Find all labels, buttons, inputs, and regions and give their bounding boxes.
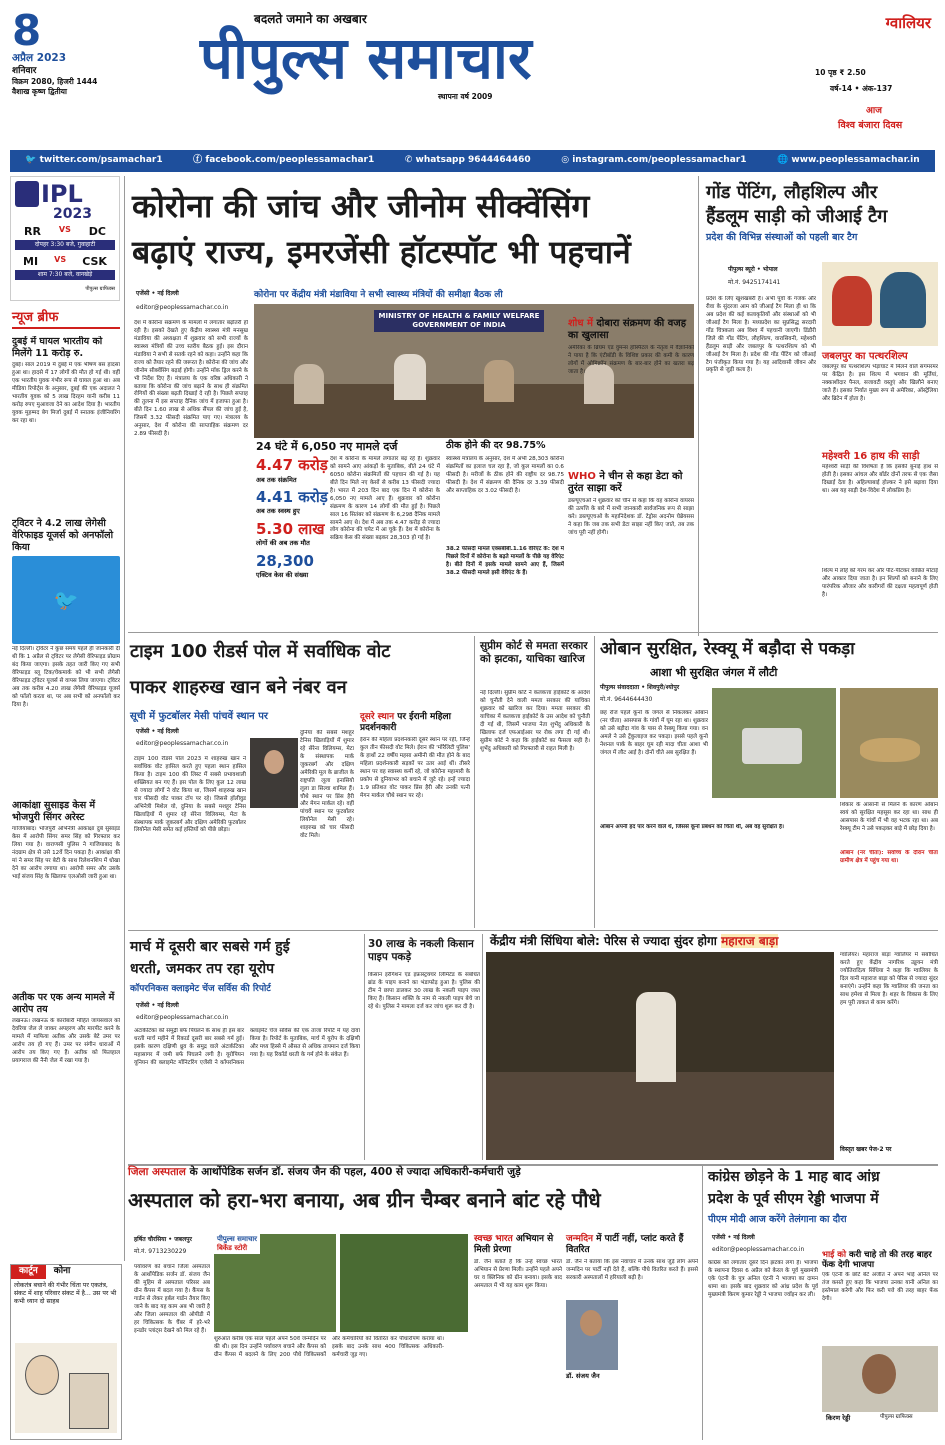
who-tag: WHO <box>568 471 596 482</box>
cartoon-box <box>10 1264 122 1440</box>
lead-col-1: देश में कोरोना संक्रमण के मामलों में लगातार बढ़ोतरी हो रही है। इसको देखते हुए केंद्रीय स्वास्थ्य मंत्री मनसुख मंडाविया की अध्यक्षता में शुक्रवार को सभी राज्यों के स्वास्थ्य मंत्रियों की उच्च स्तरीय बैठक हुई। इस दौरान मंडाविया ने सभी से सतर्क रहने को कहा। उन्होंने कहा कि राज्य को तैयार रहने की जरूरत है। कोरोना की जांच और जीनोम सीक्वेंसिंग बढ़ाई होगी। उन्होंने मॉक ड्रिल करने के भी निर्देश दिए हैं। मंत्रालय के एक वरिष्ठ अधिकारी ने बताया कि कोरोना की जांच बढ़ाने के साथ ही संक्रमित रोगियों की संख्या बढ़ती दिखाई दे रही है। पिछले सप्ताह की तुलना में इस सप्ताह दैनिक जांच में इजाफा हुआ है। बीते दिन 1.60 लाख से अधिक सैंपल की जांच हुई है, जिसमें 3.32 फीसदी संक्रमित पाए गए। मंत्रालय के अनुसार, देश में कोरोना की साप्ताहिक संक्रमण दर 2.89 फीसदी है। <box>134 320 248 438</box>
date-day: शनिवार <box>12 65 37 76</box>
oban-sub: आशा भी सुरक्षित जंगल में लौटी <box>650 666 778 679</box>
hospital-headline: अस्पताल को हरा-भरा बनाया, अब ग्रीन चैम्बर बनाने बांट रहे पौधे <box>128 1188 601 1212</box>
srk-headline-1: टाइम 100 रीडर्स पोल में सर्वाधिक वोट <box>130 641 391 662</box>
samvat: विक्रम 2080, हिजरी 1444 <box>12 77 98 87</box>
lead-photo-caption: कोरोना पर केंद्रीय मंत्री मंडाविया ने सभी स्वास्थ्य मंत्रियों की समीक्षा बैठक ली <box>254 290 503 300</box>
match1-teams: RR VS DC <box>23 225 106 238</box>
brief-headline-3: आकांक्षा सुसाइड केस में भोजपुरी सिंगर अरेस्ट <box>12 800 96 823</box>
instagram-link[interactable]: ◎ instagram.com/peoplessamachar1 <box>561 155 747 166</box>
brief-headline-2: ट्विटर ने 4.2 लाख लेगेसी वेरिफाइड यूजर्स को अनफॉलो किया <box>12 518 114 553</box>
oban-byline: पीपुल्स संवाददाता • शिवपुरी/श्योपुर <box>600 684 680 691</box>
match2-teams: MI VS CSK <box>23 255 107 268</box>
cheetah-photo <box>840 688 938 798</box>
reddy-sub: पीएम मोदी आज करेंगे तेलंगाना का दौरा <box>708 1214 847 1225</box>
heat-agency: एजेंसी • नई दिल्ली <box>136 1002 179 1009</box>
stats-box <box>256 456 328 606</box>
rate-title: ठीक होने की दर 98.75% <box>446 440 546 451</box>
stat-active: 28,300 <box>256 551 314 570</box>
divider <box>128 930 938 931</box>
research-headline: दोबारा संक्रमण की वजह का खुलासा <box>568 318 687 341</box>
weekend-tag-brand: पीपुल्स समाचार <box>217 1235 258 1243</box>
twitter-link[interactable]: 🐦 twitter.com/psamachar1 <box>25 155 163 166</box>
oban-body-1: छह रोज पहले कूनो के जंगल से निकलकर ओबान (नर चीता) आसपास के गांवों में घूम रहा था। शुक्रवार को उसे बड़ौदा गांव के पास से रेस्क्यू किया गया। वन अमले ने उसे ट्रेंकुलाइज कर पकड़ा। इससे पहले कूनो नेशनल पार्क के बाहर घूम रही मादा चीता आशा भी जंगल में लौट आई है। दोनों चीते अब सुरक्षित हैं। <box>600 710 708 756</box>
divider <box>128 632 938 633</box>
mamata-headline: सुप्रीम कोर्ट से ममता सरकार को झटका, याचिका खारिज <box>480 640 588 665</box>
match1-time: दोपहर 3:30 बजे, गुवाहाटी <box>15 240 115 250</box>
who-headline: ने चीन से कहा डेटा को तुरंत साझा करें <box>568 471 683 494</box>
hospital-tag: जिला अस्पताल <box>128 1166 186 1178</box>
srk-col-1: टाइम 100 रीडर्स पोल 2023 में शाहरुख खान ने सर्वाधिक वोट हासिल करते हुए पहला स्थान हासिल किया है। टाइम 100 की लिस्ट में सबसे प्रभावशाली शख्सियत बन गए हैं। इस पोल के लिए कुल 12 लाख से ज्यादा लोगों ने वोट किया था, जिसमें शाहरुख खान चार फीसदी वोट पाकर टॉप पर रहे। जिससे हॉलीवुड अभिनेत्री मिशेल यो, दुनिया के सबसे मशहूर टेनिस खिलाड़ियों में शुमार रहे सेरेना विलियम्स, मेटा के संस्थापक मार्क जुकरबर्ग और दक्षिण अमेरिकी फुटबॉलर लियोनेल मेसी समेत कई हस्तियों को पीछे छोड़ा। <box>134 756 246 834</box>
birthday-tag: जन्मदिन <box>566 1234 594 1244</box>
brief-headline-4: अतीक पर एक अन्य मामले में आरोप तय <box>12 992 115 1015</box>
gond-sub: प्रदेश की विभिन्न संस्थाओं को पहली बार टैग <box>706 232 858 243</box>
srk-sub: सूची में फुटबॉलर मेसी पांचवें स्थान पर <box>130 711 268 722</box>
masthead-title: पीपुल्स समाचार <box>200 24 532 92</box>
srk-email: editor@peoplessamachar.co.in <box>136 740 229 747</box>
tagline: बदलते जमाने का अखबार <box>254 12 367 26</box>
whatsapp-link[interactable]: ✆ whatsapp 9644464460 <box>404 155 531 166</box>
reddy-email: editor@peoplessamachar.co.in <box>712 1246 805 1253</box>
news-brief-label: न्यूज ब्रीफ <box>12 310 120 329</box>
brief-headline-1: दुबई में घायल भारतीय को मिलेंगे 11 करोड़ रु. <box>12 336 103 359</box>
oban-headline: ओबान सुरक्षित, रेस्क्यू में बड़ौदा से पकड़ा <box>600 639 855 659</box>
oban-mob: मो.नं. 9644644430 <box>600 696 653 703</box>
divider <box>124 176 125 1261</box>
twitter-icon: 🐦 <box>25 155 40 166</box>
hospital-body-1: पर्यावरण को बचाने जिला अस्पताल के आर्थोपेडिक सर्जन डॉ. संजय जैन की मुहिम से अस्पताल परिसर अब ग्रीन कैंपस में बदल गया है। कैंपस के गार्डन से लेकर हर्बल गार्डन तैयार किए जाने के बाद यह काम अब भी जारी है और जिला अस्पताल की ओपीडी में हर चिकित्सक के चैंबर में हरे-भरे इनडोर प्लांट्स देखने को मिल रहे हैं। <box>134 1264 210 1334</box>
stat-recovered-label: अब तक स्वस्थ हुए <box>256 507 300 516</box>
gond-headline-1: गोंड पेंटिंग, लौहशिल्प और <box>706 182 878 203</box>
cartoon-corner: कोना <box>53 1266 71 1276</box>
brother-box <box>822 1250 938 1340</box>
brother-headline: करी चाहे तो की तरह बाहर फेंक देगी भाजपा <box>822 1250 932 1270</box>
swachh-box <box>474 1234 562 1434</box>
brief-body-2: नई दिल्ली। ट्विटर ने कुछ समय पहले ही जानकारी दी थी कि 1 अप्रैल से ट्विटर पर लेगेसी वेरिफाइड प्रोग्राम बंद किया जाएगा। इसके तहत जारी किए गए सभी वेरिफाइड ब्लू टिक/चेकमार्क को भी सभी लेगेसी वेरिफाइड ट्विटर यूजर्स से वापस लिया जाएगा। ट्विटर अब तक करीब 4.20 लाख लेगेसी वेरिफाइड यूजर्स को फॉलो करता था, पर अब सभी को अनफॉलो कर दिया है। <box>12 646 120 708</box>
sari-body: महेश्वरी साड़ी की विशेषता है कि इसकी बुनाई हाथ से होती है। इसका आंचल और बॉर्डर दोनों तरफ से एक जैसा दिखाई देता है। अहिल्याबाई होल्कर ने इसे बढ़ावा दिया था। अब यह साड़ी देश-विदेश में लोकप्रिय है। <box>822 464 938 494</box>
today-event: विश्व बंजारा दिवस <box>838 120 903 131</box>
research-tag: शोध में <box>568 318 594 329</box>
brief-body-3: गाजियाबाद। भोजपुरी अभिनेत्री आकांक्षा दुबे सुसाइड केस में आरोपी सिंगर समर सिंह को गिरफ्तार कर लिया गया है। वाराणसी पुलिस ने गाजियाबाद के नंदग्राम क्षेत्र से उसे 12वें दिन पकड़ा है। आकांक्षा की मां ने समर सिंह पर बेटी के साथ रिलेशनशिप में धोखा देने का आरोप लगाया था। आरोपी समर और उसके भाई संजय सिंह के खिलाफ एलओसी जारी हुआ था। <box>12 826 120 880</box>
whatsapp-icon: ✆ <box>404 155 416 166</box>
brief-body-1: दुबई। साल 2019 में दुबई में एक भीषण बस हादसा हुआ था। हादसे में 17 लोगों की मौत हो गई थी। वहीं एक भारतीय युवक गंभीर रूप से घायल हुआ था। अब मीडिया रिपोर्ट्स के अनुसार, दुबई की एक अदालत ने भारतीय युवक को 5 लाख दिरहम यानी करीब 11 करोड़ रुपए मुआवजा देने का आदेश दिया है। भारतीय युवक मुहम्मद बेग मिर्जा दुबई में स्नातक इंजीनियरिंग कर रहा था। <box>12 362 120 424</box>
srk-agency: एजेंसी • नई दिल्ली <box>136 728 179 735</box>
iran-box <box>360 712 470 926</box>
divider <box>474 636 475 928</box>
weekend-story-tag <box>214 1234 260 1254</box>
city-label: ग्वालियर <box>885 14 931 32</box>
swachh-body: डॉ. जैन बताते हैं कि उन्हें स्वच्छ भारत अभियान से प्रेरणा मिली। उन्होंने पहले अपने घर व क्लिनिक को ग्रीन बनाया। इसके बाद अस्पताल में भी यह काम शुरू किया। <box>474 1259 562 1289</box>
oban-body-2: शिकार के आसानी से मिलने के कारण ओबान स्वयं को सुरक्षित महसूस कर रहा था। साथ ही आसपास के गांवों में भी वह भटक रहा था। अब रेस्क्यू टीम ने उसे पकड़कर बाड़े में छोड़ दिया है। <box>840 802 938 832</box>
stone-headline: जबलपुर का पत्थरशिल्प <box>822 351 908 362</box>
hospital-body-2: शुरुआत करीब एक साल पहले अपने 50वें जन्मदिन पर की थी। इस दिन उन्होंने पर्यावरण बचाने और कैंपस को ग्रीन कैंपस में बदलने के लिए 200 पौधे चिकित्सकों और कर्मचारियों को वितरित कर पौधारोपण कराया था। इसके बाद उनके साथ 400 चिकित्सक अधिकारी-कर्मचारी जुड़ गए। <box>214 1336 444 1358</box>
date-month: अप्रैल 2023 <box>12 52 66 64</box>
divider <box>364 934 365 1160</box>
reddy-photo <box>822 1346 938 1412</box>
scindia-photo <box>486 952 834 1160</box>
scindia-body: ग्वालियर। महाराज बाड़ा ग्वालियर में संबोधित करते हुए केंद्रीय नागरिक उड्डयन मंत्री ज्योतिरादित्य सिंधिया ने कहा कि ग्वालियर के दिल यानी महाराज बाड़ा को पेरिस से ज्यादा सुंदर बनाएंगे। उन्होंने कहा कि ग्वालियर की जनता का साथ हमेशा से मिला है। शहर के विकास के लिए हम पूरी ताकत से काम करेंगे। <box>840 952 938 1006</box>
greenery-photo <box>340 1234 468 1332</box>
lead-agency: एजेंसी • नई दिल्ली <box>136 290 179 297</box>
ipl-credit: पीपुल्स ग्राफिक्स <box>85 286 115 292</box>
scindia-more[interactable]: विस्तृत खबर पेज-2 पर <box>840 1146 892 1153</box>
divider <box>594 636 595 928</box>
lead-stat-title: 24 घंटे में 6,050 नए मामले दर्ज <box>256 440 398 453</box>
research-body: अमेरिका के ब्रिघम एंड वुमन्स हॉस्पिटल के नेतृत्व में वैज्ञानिकों ने पाया है कि एंटीबॉडी के विशिष्ट प्रकार की कमी के कारण लोगों में ओमिक्रॉन संक्रमण के बार-बार होने का खतरा बढ़ जाता है। <box>568 345 694 375</box>
divider <box>702 1164 703 1440</box>
ipl-logo <box>15 181 39 207</box>
facebook-icon: ⓕ <box>193 155 206 166</box>
swachh-headline: अभियान से मिली प्रेरणा <box>474 1234 554 1255</box>
pipes-headline: 30 लाख के नकली किसान पाइप पकड़े <box>368 938 474 963</box>
reddy-agency: एजेंसी • नई दिल्ली <box>712 1234 755 1241</box>
instagram-icon: ◎ <box>561 155 573 166</box>
ministry-banner: MINISTRY OF HEALTH & FAMILY WELFARE GOVERNMENT OF INDIA <box>374 310 544 332</box>
reddy-caption: किरण रेड्डी <box>826 1414 851 1422</box>
srk-col-2: दुनिया की सबसे मशहूर टेनिस खिलाड़ियों में शुमार रहे सेरेना विलियम्स, मेटा के संस्थापक मार्क जुकरबर्ग और दक्षिण अमेरिकी मूल के ब्राजील के राष्ट्रपति लूला इनासियो लूला डा सिल्वा शामिल हैं। चौथे स्थान पर प्रिंस हैरी और मेगन मार्कल रहे। वहीं पांचवें स्थान पर फुटबॉलर लियोनेल मेसी रहे। शाहरुख को चार फीसदी वोट मिले। <box>300 730 354 840</box>
birthday-headline: में पार्टी नहीं, प्लांट करते हैं वितरित <box>566 1234 684 1255</box>
twitter-image: 🐦 <box>12 556 120 644</box>
gond-headline-2: हैंडलूम साड़ी को जीआई टैग <box>706 206 888 227</box>
reddy-headline-2: प्रदेश के पूर्व सीएम रेड्डी भाजपा में <box>708 1191 879 1207</box>
heat-body: अंटार्कटिका को समुद्री बर्फ पिघलने के साथ ही इस बार धरती मार्च महीने में रिकार्ड दूसरी बार सबसे गर्म हुई। इसके कारण दक्षिणी ध्रुव के समुद्र वाले अंटार्कटिका महासागर में जमी बर्फ पिघलने लगी है। यूरोपियन यूनियन की क्लाइमेट मॉनिटरिंग एजेंसी ने कॉपरनिकस क्लाइमेट चेंज सर्विस की एक ताजा रिपोर्ट में यह दावा किया है। रिपोर्ट के मुताबिक, मार्च में यूरोप के दक्षिणी और मध्य हिस्से में औसत से अधिक तापमान दर्ज किया गया है। यह रिकॉर्ड धरती के गर्म होने के संकेत हैं। <box>134 1028 360 1066</box>
scindia-headline: केंद्रीय मंत्री सिंधिया बोले: पेरिस से ज्यादा सुंदर होगा महाराज बाड़ा <box>490 934 779 948</box>
scindia-highlight: महाराज बाड़ा <box>721 934 779 948</box>
issue: वर्ष-14 • अंक-137 <box>830 84 893 93</box>
stat-infected-label: अब तक संक्रमित <box>256 475 297 484</box>
match2-time: शाम 7:30 बजे, वानखेड़े <box>15 270 115 280</box>
divider <box>698 176 699 636</box>
gond-mob: मो.नं. 9425174141 <box>728 279 781 286</box>
heat-email: editor@peoplessamachar.co.in <box>136 1014 229 1021</box>
research-box <box>568 318 694 628</box>
hospital-photo <box>214 1234 336 1332</box>
oban-caption: ओबान अपनी हद पार करने वाले थे, जिससे कूनो प्रबंधन को चिंता थी, अब वह सुरक्षित है। <box>600 824 785 830</box>
globe-icon: 🌐 <box>777 155 792 166</box>
iran-headline: पर ईरानी महिला प्रदर्शनकारी <box>360 712 451 733</box>
weekend-tag-label: बिकेंड स्टोरी <box>217 1244 248 1253</box>
stat-deaths-label: लोगों की अब तक मौत <box>256 539 310 548</box>
lead-headline-1: कोरोना की जांच और जीनोम सीक्वेंसिंग <box>132 187 590 225</box>
mamata-body: नई दिल्ली। सुप्रीम कोर्ट ने कलकत्ता हाईकोर्ट के आदेश को चुनौती देने वाली ममता सरकार की याचिका शुक्रवार को खारिज कर दिया। ममता सरकार की याचिका में कलकत्ता हाईकोर्ट के उस आदेश को चुनौती दी गई थी, जिसमें भाजपा नेता शुभेंदु अधिकारी के खिलाफ दर्ज एफआईआर पर रोक लगा दी गई थी। सुप्रीम कोर्ट ने कहा कि हाईकोर्ट का फैसला सही है। शुभेंदु अधिकारी को गिरफ्तारी से राहत मिली है। <box>480 690 590 752</box>
stone-body: जबलपुर का पत्थरशिल्प भेड़ाघाट में मिलने वाले संगमरमर पर केंद्रित है। इस शिल्प में भगवान की मूर्तियां, नक्काशीदार पैनल, सजावटी वस्तुएं और खिलौने बनाए जाते हैं। इसका निर्यात मुख्य रूप से अमेरिका, ऑस्ट्रेलिया और ब्रिटेन में होता है। <box>822 364 938 402</box>
iran-body: ईरान की महिला प्रदर्शनकारी दूसरे स्थान पर रहीं, जिन्हें कुल तीन फीसदी वोट मिले। ईरान की 'मोरैलिटी पुलिस' के हाथों 22 वर्षीय महसा अमीनी की मौत होने के बाद महिला प्रदर्शनकारी सड़कों पर उतर आई थीं। तीसरे स्थान पर वह स्वास्थ्य कर्मी रहे, जो कोरोना महामारी के प्रकोप से दुनियाभर को बचाने में जुटे रहे। इन्हें ज्यादा 1.9 प्रतिशत वोट पाकर प्रिंस हैरी और उनकी पत्नी मेगन मार्कल चौथे स्थान पर रहे। <box>360 737 470 799</box>
stat-deaths: 5.30 लाख <box>256 519 325 538</box>
heat-headline-2: धरती, जमकर तप रहा यूरोप <box>130 961 275 977</box>
hospital-top: जिला अस्पताल के आर्थोपेडिक सर्जन डॉ. संजय जैन की पहल, 400 से ज्यादा अधिकारी-कर्मचारी जुड़े <box>128 1166 521 1178</box>
doctor-photo <box>566 1300 618 1370</box>
reddy-headline-1: कांग्रेस छोड़ने के 1 माह बाद आंध्र <box>708 1169 880 1185</box>
gond-painting-image <box>822 262 938 346</box>
cartoon-text: लोकतंत्र बचाने की गंभीर चिंता पर एकतंत्र, संकट में शाह परिवार संकट में है... उस पर भी कभी ध्यान दो साहब <box>14 1281 117 1306</box>
stat-active-label: एक्टिव केस की संख्या <box>256 571 309 580</box>
ipl-year: 2023 <box>53 206 92 222</box>
swachh-tag: स्वच्छ भारत <box>474 1234 513 1244</box>
heat-headline-1: मार्च में दूसरी बार सबसे गर्म हुई <box>130 939 290 955</box>
who-body: डब्ल्यूएचओ ने शुक्रवार को चीन से कहा कि वह कोरोना वायरस की उत्पत्ति के बारे में सभी जानकारी सार्वजनिक रूप से साझा करे। डब्ल्यूएचओ के महानिदेशक डॉ. टेड्रोस अदनोम घेब्रेयसस ने कहा कि जब तक सभी डेटा साझा नहीं किए जाते, तब तक जांच पूरी नहीं होगी। <box>568 498 694 536</box>
brother-tag: भाई को <box>822 1250 847 1260</box>
gond-col-3: शिल्प में लोहे को गरम कर और पीट-पीटकर वांछित मोटाई और आकार दिया जाता है। इन शिल्पों को बनाने के लिए पारंपरिक औजार और कारीगरों की दक्षता महत्वपूर्ण होती है। <box>822 568 938 598</box>
stat-recovered: 4.41 करोड़ <box>256 487 328 506</box>
srk-headline-2: पाकर शाहरुख खान बने नंबर वन <box>130 677 347 698</box>
reddy-body: कांग्रेस को लगातार दूसरे दिन झटका लगा है। भाजपा के स्थापना दिवस 6 अप्रैल को केरल के पूर्व मुख्यमंत्री एके एंटनी के पुत्र अनिल एंटनी ने भाजपा का दामन थामा था। इसके बाद शुक्रवार को आंध्र प्रदेश के पूर्व मुख्यमंत्री किरण कुमार रेड्डी ने भाजपा ज्वॉइन कर ली। <box>708 1260 818 1298</box>
pipes-body: किसान इरीगेशन एंड इंफ्रास्ट्रक्चर लिमिटेड के संबंधित ब्रांड के पाइप बनाने का भंडाफोड़ हुआ है। पुलिस की टीम ने छापा डालकर 30 लाख के नकली पाइप जब्त किए हैं। किसान शक्ति के नाम से नकली पाइप बेचे जा रहे थे। पुलिस ने मामला दर्ज कर जांच शुरू कर दी है। <box>368 972 480 1010</box>
cartoon-label: कार्टून <box>11 1265 46 1279</box>
divider <box>482 934 483 1160</box>
ipl-title: IPL <box>41 180 83 208</box>
cartoon-drawing <box>15 1343 117 1433</box>
reddy-credit: पीपुल्स ग्राफिक्स <box>880 1414 913 1420</box>
today-label: आज <box>866 106 882 116</box>
date-number: 8 <box>12 6 42 55</box>
price: 10 पृष्ठ ₹ 2.50 <box>815 68 866 77</box>
oban-photo <box>712 688 836 798</box>
gond-col-1: प्रदेश के लिए खुशखबरी है। अभी पूर्वा के गजक और रीवा के सुंदरजा आम को जीआई टैग मिला ही था कि अब प्रदेश की कई कलाकृतियों और संस्थाओं को भी जीआई टैग मिला है। मध्यप्रदेश का सुप्रसिद्ध सरदारी गोंड चित्रकला अब विश्व में पहचानी जाएगी। डिंडौरी जिले की गोंड पेंटिंग, लौहशिल्प, वारासिवनी, महेश्वरी हैंडलूम साड़ी और जबलपुर के पत्थरशिल्प को भी जीआई टैग मिला है। प्रदेश की गोंड पेंटिंग को जीआई टैग पंजीकृत किया गया है। यह आदिवासी जीवन और प्रकृति से जुड़ी कला है। <box>706 296 816 374</box>
lead-col-2: देश में कोरोना के मामले लगातार बढ़ रहे हैं। शुक्रवार को सामने आए आंकड़ों के मुताबिक, बीते 24 घंटे में 6050 कोरोना संक्रमितों की पहचान की गई है। यह बीते दिन मिले नए केसों से करीब 13 फीसदी ज्यादा है। भारत में 203 दिन बाद एक दिन में कोरोना के 6,050 नए मामले आए हैं। शुक्रवार को कोरोना संक्रमण के कारण 14 लोगों की मौत हुई है। पिछले साल 16 सितंबर को संक्रमण के 6,298 दैनिक मामले सामने आए थे। देश में अब तक 4.47 करोड़ से ज्यादा लोग कोरोना की चपेट में आ चुके हैं। देश में कोरोना के सक्रिय केस की संख्या बढ़कर 28,303 हो गई है। <box>330 456 440 542</box>
iran-tag: दूसरे स्थान <box>360 712 395 722</box>
date-block <box>12 6 162 130</box>
brother-body: एके एंटनी के छोटे बेटे अजीत ने अपने भाई अनिल पर तंज कसते हुए कहा कि भाजपा उनका यानी अनिल का इस्तेमाल करेगी और फिर करी पत्ते की तरह बाहर फेंक देगी। <box>822 1272 938 1302</box>
hospital-mob: मो.नं. 9713230229 <box>134 1248 187 1255</box>
ipl-box <box>10 176 120 301</box>
website-link[interactable]: 🌐 www.peoplessamachar.in <box>777 155 920 166</box>
gond-byline: पीपुल्स ब्यूरो • भोपाल <box>728 266 778 273</box>
lead-col-3: स्वास्थ्य मंत्रालय के अनुसार, देश में अभी 28,303 कोरोना संक्रमितों का इलाज चल रहा है, जो कुल मामलों का 0.6 फीसदी है। मरीजों के ठीक होने की राष्ट्रीय दर 98.75 फीसदी है। देश में संक्रमण की दैनिक दर 3.39 फीसदी और साप्ताहिक दर 3.02 फीसदी है। <box>446 456 564 494</box>
founded: स्थापना वर्ष 2009 <box>438 92 493 101</box>
social-bar <box>10 150 935 172</box>
tithi: वैशाख कृष्ण द्वितीया <box>12 87 67 97</box>
hospital-byline: हर्षित चौरसिया • जबलपुर <box>134 1236 192 1243</box>
doctor-caption: डॉ. संजय जैन <box>566 1372 600 1380</box>
stat-infected: 4.47 करोड़ <box>256 456 328 474</box>
facebook-link[interactable]: ⓕ facebook.com/peoplessamachar1 <box>193 155 375 166</box>
heat-sub: कॉपरनिकस क्लाइमेट चेंज सर्विस की रिपोर्ट <box>130 984 271 994</box>
xbb-note: 38.2 फीसदी मामले एक्सबीबी.1.16 वेरिएंट के: देश में पिछले दिनों में कोरोना के बढ़ते मामलों के पीछे यह वेरिएंट है। बीते दिनों में इसके मामले सामने आए हैं, जिसमें 38.2 फीसदी मामले इसी वेरिएंट के हैं। <box>446 546 564 576</box>
birthday-body: डॉ. जैन ने बताया कि इस नवाचार में उनके साथ जुड़े लोग अपने जन्मदिन पर पार्टी नहीं देते हैं, बल्कि पौधे वितरित करते हैं। इससे सरकारी अस्पतालों में हरियाली बढ़ी है। <box>566 1259 698 1281</box>
lead-email: editor@peoplessamachar.co.in <box>136 304 229 311</box>
brief-body-4: लखनऊ। लखनऊ के कारोबारी मोहित जायसवाल को देवरिया जेल ले जाकर अपहरण और मारपीट करने के मामले में माफिया अतीक और उसके बेटे उमर पर आरोप तय हो गए हैं। उमर पर संगीन धाराओं में आरोप तय किए गए हैं। अतीक को फिलहाल प्रयागराज की नैनी जेल में रखा गया है। <box>12 1018 120 1064</box>
oban-caption-2: ओबान (नर चीता): सर्वोच्च के दौरान चीता ग्रामीण क्षेत्र में पहुंच गया था। <box>840 850 938 864</box>
lead-headline-2: बढ़ाएं राज्य, इमरजेंसी हॉटस्पॉट भी पहचानें <box>132 233 631 271</box>
sari-headline: महेश्वरी 16 हाथ की साड़ी <box>822 451 920 462</box>
